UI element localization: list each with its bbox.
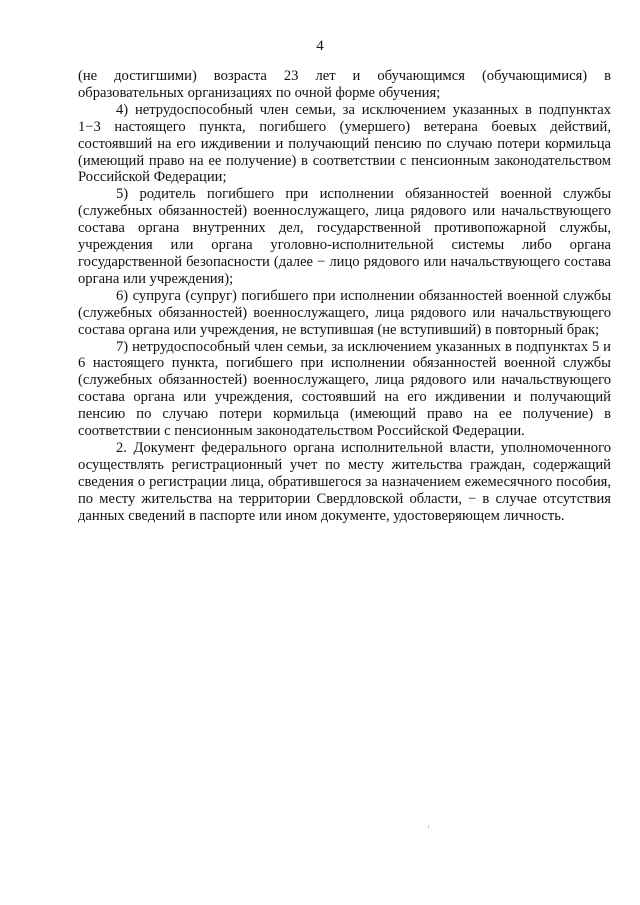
paragraph: 6) супруга (супруг) погибшего при исполнении обязанностей военной службы (служебных обязанностей) военнослужащего, лица рядового или начальствующего состава органа или учреждения, не вступившая (не вступивший) в повторный брак; [78,287,611,338]
paragraph: 5) родитель погибшего при исполнении обязанностей военной службы (служебных обязанностей) военнослужащего, лица рядового или начальствующего состава органа внутренних дел, государственной противопожарной службы, учреждения или органа уголовно-исполнительной системы либо органа государственной безопасности (далее − лицо рядового или начальствующего состава органа или учреждения); [78,186,611,287]
scan-artifact [428,825,429,828]
page-number: 4 [316,38,324,54]
paragraph: 7) нетрудоспособный член семьи, за исключением указанных в подпунктах 5 и 6 настоящего пункта, погибшего при исполнении обязанностей военной службы (служебных обязанностей) военнослужащего, лица рядового или начальствующего состава органа или учреждения, состоявший на его иждивении и получающий пенсию по случаю потери кормильца (имеющий право на ее получение) в соответствии с пенсионным законодательством Российской Федерации. [78,338,611,440]
document-body [78,68,611,524]
paragraph: 4) нетрудоспособный член семьи, за исключением указанных в подпунктах 1−3 настоящего пункта, погибшего (умершего) ветерана боевых действий, состоявший на его иждивении и получающий пенсию по случаю потери кормильца (имеющий право на ее получение) в соответствии с пенсионным законодательством Российской Федерации; [78,101,611,186]
paragraph: (не достигшими) возраста 23 лет и обучающимся (обучающимися) в образовательных организациях по очной форме обучения; [78,68,611,101]
paragraph: 2. Документ федерального органа исполнительной власти, уполномоченного осуществлять регистрационный учет по месту жительства граждан, содержащий сведения о регистрации лица, обратившегося за назначением ежемесячного пособия, по месту жительства на территории Свердловской области, − в случае отсутствия данных сведений в паспорте или ином документе, удостоверяющем личность. [78,439,611,524]
